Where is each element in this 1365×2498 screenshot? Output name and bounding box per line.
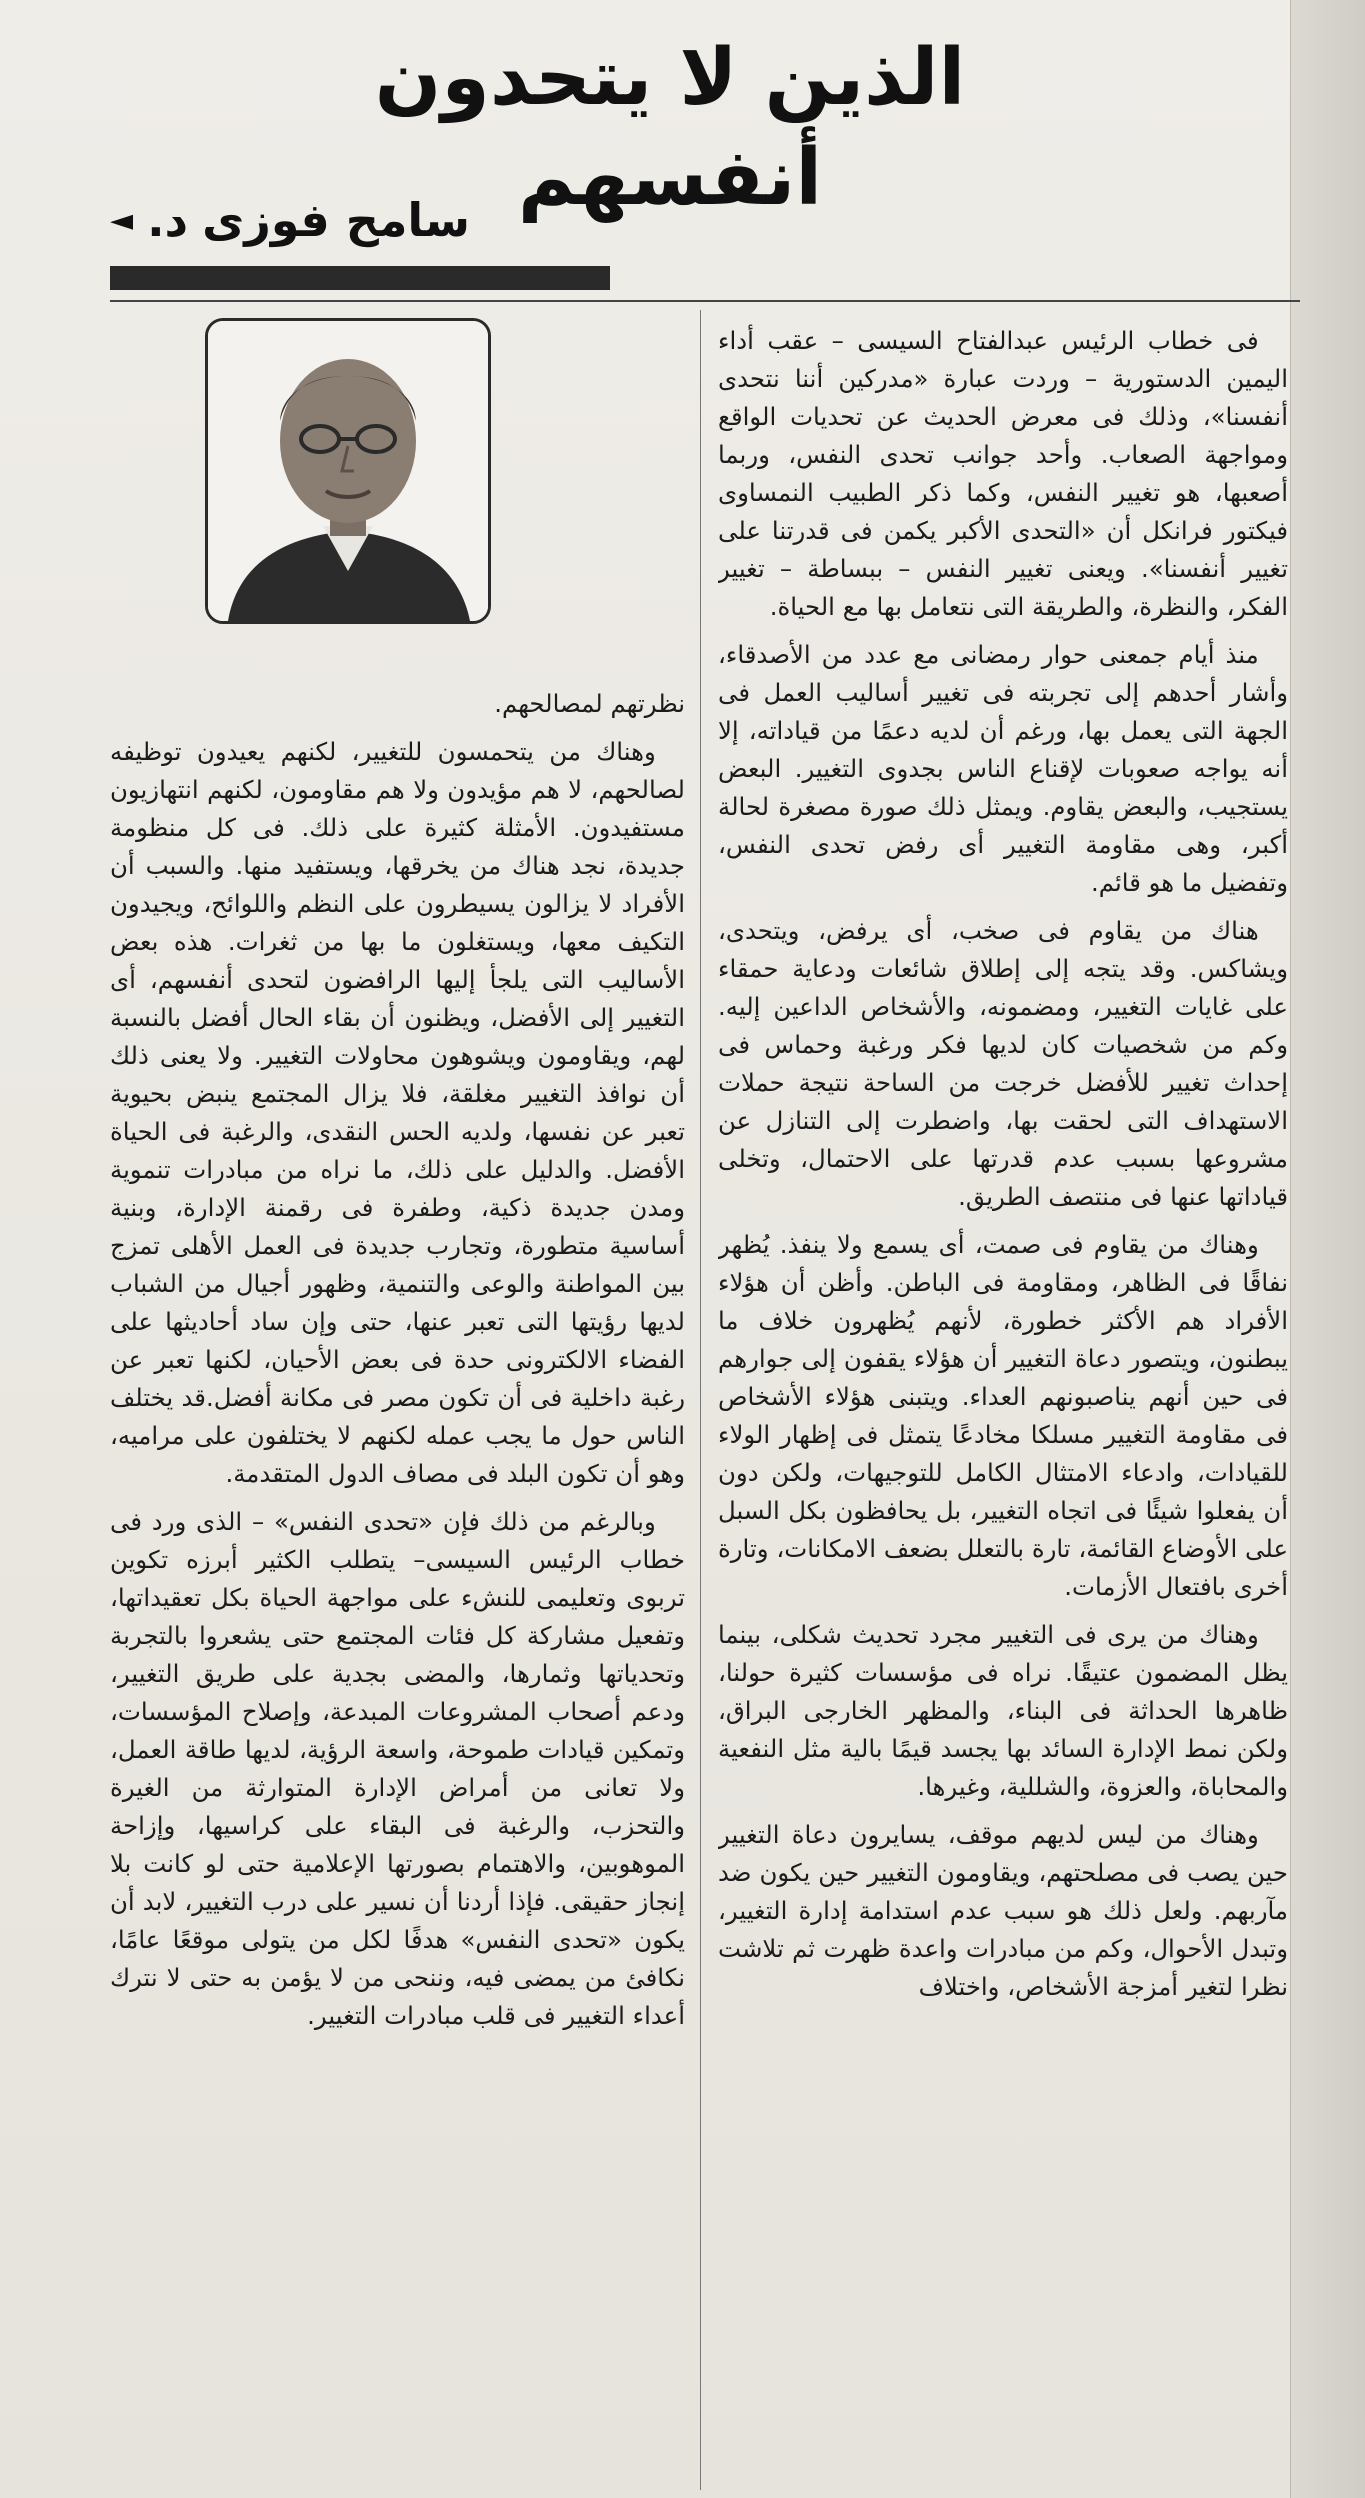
paragraph: منذ أيام جمعنى حوار رمضانى مع عدد من الأصدقاء، وأشار أحدهم إلى تجربته فى تغيير أساليب العمل فى الجهة التى يعمل بها، ورغم أن لديه دعمًا من قياداته، إلا أنه يواجه صعوبات لإقناع الناس بجدوى التغيير. البعض يستجيب، والبعض يقاوم. ويمثل ذلك صورة مصغرة لحالة أكبر، وهى مقاومة التغيير أى رفض تحدى النفس، وتفضيل ما هو قائم.: [718, 640, 1288, 897]
paragraph: وهناك من يتحمسون للتغيير، لكنهم يعيدون توظيفه لصالحهم، لا هم مؤيدون ولا هم مقاومون، لكنهم انتهازيون مستفيدون. الأمثلة كثيرة على ذلك. فى كل منظومة جديدة، نجد هناك من يخرقها، ويستفيد منها. والسبب أن الأفراد لا يزالون يسيطرون على النظم واللوائح، ويجيدون التكيف معها، ويستغلون ما بها من ثغرات. هذه بعض الأساليب التى يلجأ إليها الرافضون لتحدى أنفسهم، أى التغيير إلى الأفضل، ويظنون أن بقاء الحال أفضل بالنسبة لهم، ويقاومون ويشوهون محاولات التغيير. ولا يعنى ذلك أن نوافذ التغيير مغلقة، فلا يزال المجتمع ينبض بحيوية تعبر عن نفسها، ولديه الحس النقدى، والرغبة فى الحياة الأفضل. والدليل على ذلك، ما نراه من مبادرات تنموية ومدن جديدة ذكية، وطفرة فى رقمنة الإدارة، وبنية أساسية متطورة، وتجارب جديدة فى العمل الأهلى تمزج بين المواطنة والوعى والتنمية، وظهور أجيال من الشباب لديها رؤيتها التى تعبر عنها، حتى وإن ساد أحاديثها على الفضاء الالكترونى حدة فى بعض الأحيان، لكنها تعبر عن رغبة داخلية فى أن تكون مصر فى مكانة أفضل.قد يختلف الناس حول ما يجب عمله لكنهم لا يختلفون على مراميه، وهو أن تكون البلد فى مصاف الدول المتقدمة.: [110, 737, 685, 1488]
paragraph: نظرتهم لمصالحهم.: [494, 689, 685, 718]
author-portrait-icon: [208, 321, 488, 621]
adjacent-page-edge: [1290, 0, 1365, 2498]
right-text-column: [718, 322, 1288, 2492]
column-divider: [700, 310, 701, 2490]
byline: [110, 185, 630, 255]
paragraph: وبالرغم من ذلك فإن «تحدى النفس» – الذى ورد فى خطاب الرئيس السيسى– يتطلب الكثير أبرزه تكوين تربوى وتعليمى للنشء على مواجهة الحياة بكل تعقيداتها، وتفعيل مشاركة كل فئات المجتمع حتى يشعروا بالتجربة وتحدياتها وثمارها، والمضى بجدية على طريق التغيير، ودعم أصحاب المشروعات المبدعة، وإصلاح المؤسسات، وتمكين قيادات طموحة، واسعة الرؤية، لديها طاقة العمل، ولا تعانى من أمراض الإدارة المتوارثة من الغيرة والتحزب، والرغبة فى البقاء على كراسيها، وإزاحة الموهوبين، والاهتمام بصورتها الإعلامية حتى لو كانت بلا إنجاز حقيقى. فإذا أردنا أن نسير على درب التغيير، لابد أن يكون «تحدى النفس» هدفًا لكل من يتولى موقعًا عامًا، نكافئ من يمضى فيه، وننحى من لا يؤمن به حتى لا نترك أعداء التغيير فى قلب مبادرات التغيير.: [110, 1507, 685, 2030]
author-photo: [205, 318, 491, 624]
paragraph: وهناك من يرى فى التغيير مجرد تحديث شكلى، بينما يظل المضمون عتيقًا. نراه فى مؤسسات كثيرة حولنا، ظاهرها الحداثة فى البناء، والمظهر الخارجى البراق، ولكن نمط الإدارة السائد بها يجسد قيمًا بالية مثل النفعية والمحاباة، والعزوة، والشللية، وغيرها.: [718, 1620, 1288, 1801]
top-rule: [110, 300, 1300, 302]
byline-bar: [110, 266, 610, 290]
paragraph: هناك من يقاوم فى صخب، أى يرفض، ويتحدى، ويشاكس. وقد يتجه إلى إطلاق شائعات ودعاية حمقاء على غايات التغيير، ومضمونه، والأشخاص الداعين إليه. وكم من شخصيات كان لديها فكر ورغبة وحماس فى إحداث تغيير للأفضل خرجت من الساحة نتيجة حملات الاستهداف التى لحقت بها، واضطرت إلى التنازل عن مشروعها بسبب عدم قدرتها على الاحتمال، وتخلى قياداتها عنها فى منتصف الطريق.: [718, 916, 1288, 1211]
paragraph: وهناك من يقاوم فى صمت، أى يسمع ولا ينفذ. يُظهر نفاقًا فى الظاهر، ومقاومة فى الباطن. وأظن أن هؤلاء الأفراد هم الأكثر خطورة، لأنهم يُظهرون خلاف ما يبطنون، ويتصور دعاة التغيير أن هؤلاء يقفون إلى جوارهم فى حين أنهم يناصبونهم العداء. ويتبنى هؤلاء الأشخاص فى مقاومة التغيير مسلكا مخادعًا يتمثل فى إظهار الولاء للقيادات، وادعاء الامتثال الكامل للتوجيهات، ولكن دون أن يفعلوا شيئًا فى اتجاه التغيير، بل يحافظون بكل السبل على الأوضاع القائمة، تارة بالتعلل بضعف الامكانات، وتارة أخرى بافتعال الأزمات.: [718, 1230, 1288, 1601]
paragraph: فى خطاب الرئيس عبدالفتاح السيسى – عقب أداء اليمين الدستورية – وردت عبارة «مدركين أننا نتحدى أنفسنا»، وذلك فى معرض الحديث عن تحديات الواقع ومواجهة الصعاب. وأحد جوانب تحدى النفس، وربما أصعبها، هو تغيير النفس، وكما ذكر الطبيب النمساوى فيكتور فرانكل أن «التحدى الأكبر يكمن فى قدرتنا على تغيير أنفسنا». ويعنى تغيير النفس – ببساطة – تغيير الفكر، والنظرة، والطريقة التى نتعامل بها مع الحياة.: [718, 326, 1288, 621]
author-prefix: د.: [147, 193, 189, 247]
author-name: سامح فوزى: [202, 193, 470, 247]
paragraph: وهناك من ليس لديهم موقف، يسايرون دعاة التغيير حين يصب فى مصلحتهم، ويقاومون التغيير حين يكون ضد مآربهم. ولعل ذلك هو سبب عدم استدامة إدارة التغيير، وتبدل الأحوال، وكم من مبادرات واعدة ظهرت ثم تلاشت نظرا لتغير أمزجة الأشخاص، واختلاف: [718, 1820, 1288, 2001]
left-text-column: [110, 685, 685, 2493]
article-headline: الذين لا يتحدون أنفسهم: [374, 33, 966, 223]
byline-arrow-icon: ◄: [110, 202, 134, 238]
